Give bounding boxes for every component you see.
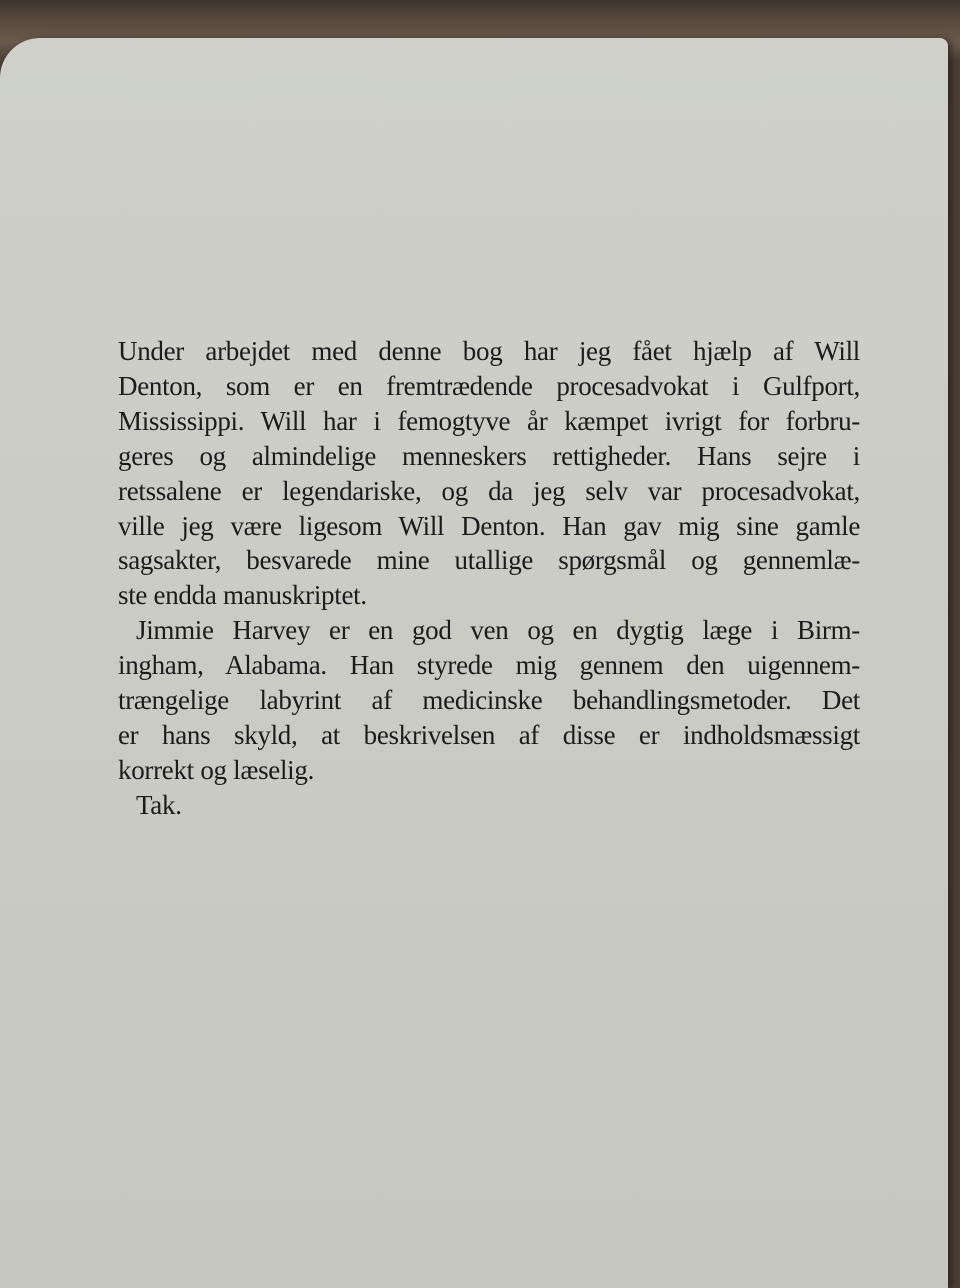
text-line: Jimmie Harvey er en god ven og en dygtig læge i Birm- — [136, 615, 860, 646]
text-line: trængelige labyrint af medicinske behandlingsmetoder. Det — [118, 685, 860, 716]
text-line: er hans skyld, at beskrivelsen af disse er indholdsmæssigt — [118, 719, 860, 750]
text-line: retssalene er legendariske, og da jeg selv var procesadvokat, — [118, 475, 860, 506]
text-line: Under arbejdet med denne bog har jeg fået hjælp af Will — [118, 336, 860, 366]
text-line: Mississippi. Will har i femogtyve år kæmpet ivrigt for forbru- — [118, 405, 860, 436]
acknowledgements-text — [118, 334, 860, 823]
text-line: korrekt og læselig. — [118, 754, 315, 785]
text-line: ingham, Alabama. Han styrede mig gennem den uigennem- — [118, 650, 860, 681]
text-line: Denton, som er en fremtrædende procesadvokat i Gulfport, — [118, 370, 860, 401]
text-line: geres og almindelige menneskers rettigheder. Hans sejre i — [118, 440, 860, 471]
text-line: sagsakter, besvarede mine utallige spørgsmål og gennemlæ- — [118, 545, 860, 576]
text-line: ville jeg være ligesom Will Denton. Han gav mig sine gamle — [118, 510, 860, 541]
text-line: ste endda manuskriptet. — [118, 580, 367, 611]
text-line: Tak. — [136, 789, 182, 820]
